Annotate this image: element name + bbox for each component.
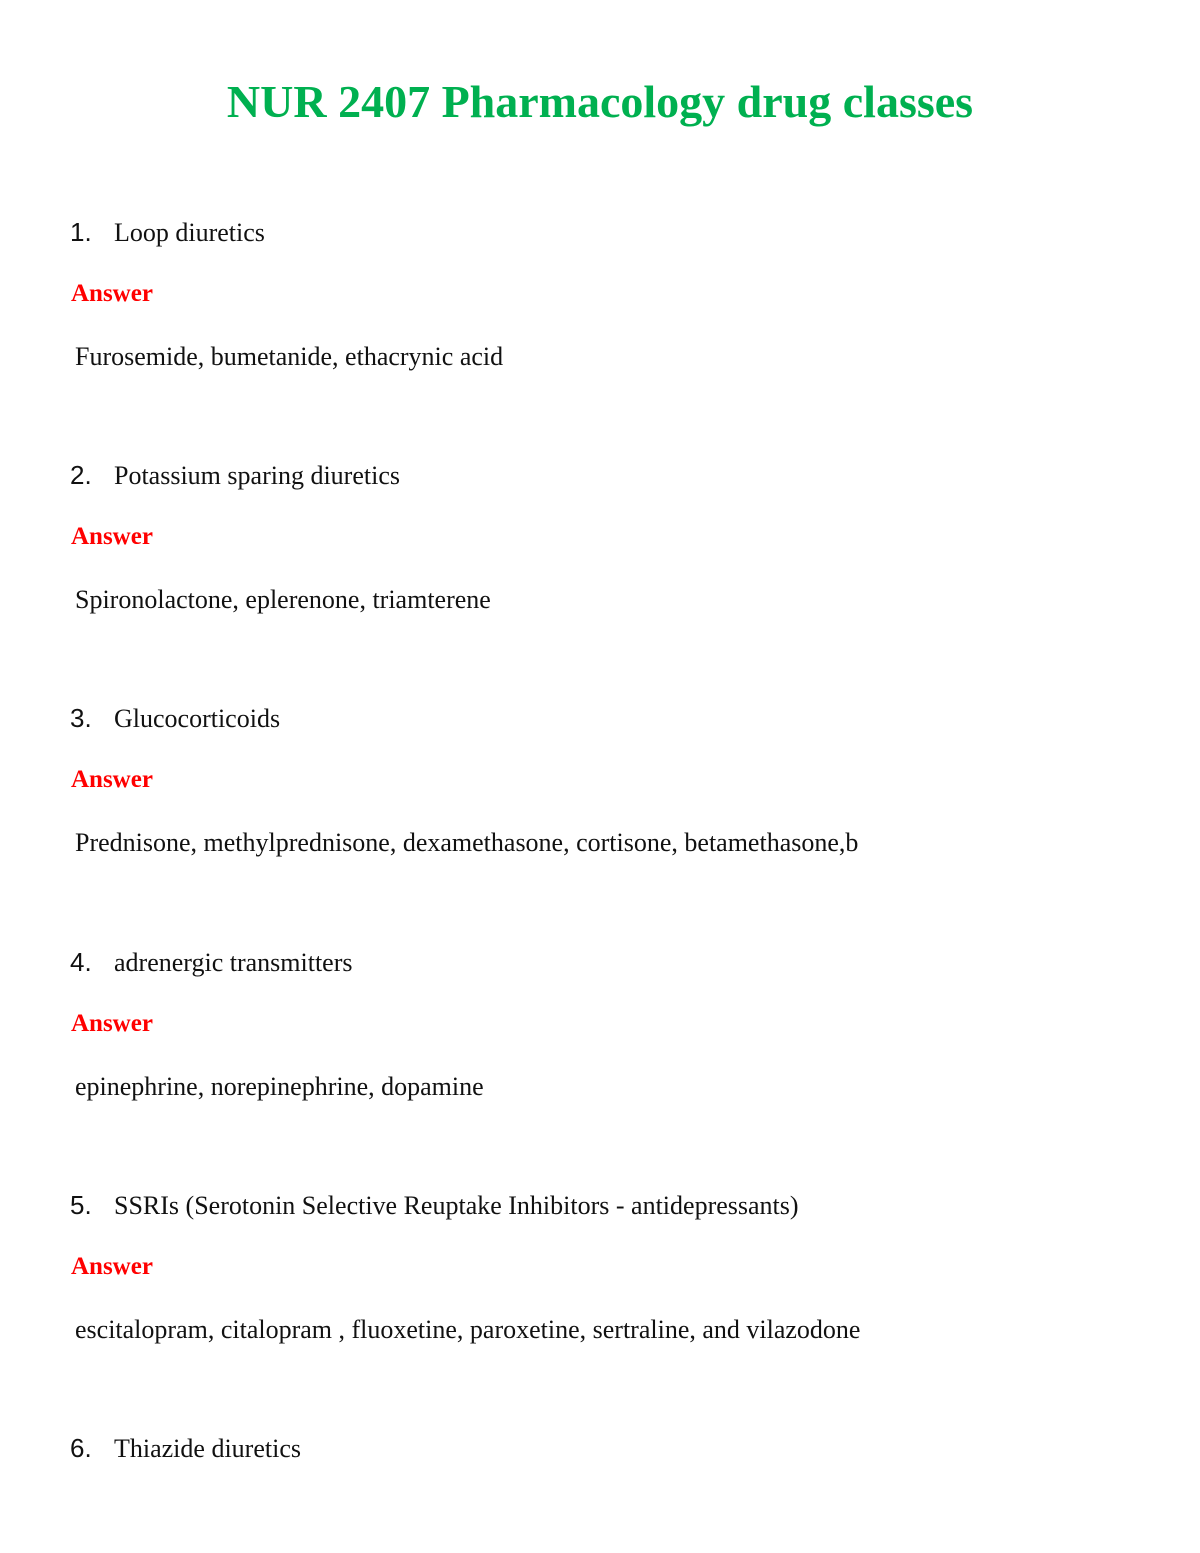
question-text: Loop diuretics xyxy=(114,218,265,247)
answer-text: Furosemide, bumetanide, ethacrynic acid xyxy=(75,342,504,371)
question-number: 4. xyxy=(70,947,92,977)
answer-label: Answer xyxy=(71,523,153,550)
answer-label: Answer xyxy=(71,1010,153,1037)
question-number: 5. xyxy=(70,1190,92,1220)
answer-label: Answer xyxy=(71,280,153,307)
question-line xyxy=(70,701,280,735)
answer-text: Prednisone, methylprednisone, dexamethasone, cortisone, betamethasone,b xyxy=(75,828,859,857)
question-number: 2. xyxy=(70,460,92,490)
question-text: Glucocorticoids xyxy=(114,704,281,733)
question-text: SSRIs (Serotonin Selective Reuptake Inhibitors - antidepressants) xyxy=(114,1191,799,1220)
question-text: Thiazide diuretics xyxy=(114,1434,301,1463)
answer-text: epinephrine, norepinephrine, dopamine xyxy=(75,1072,484,1101)
question-line xyxy=(70,1188,799,1222)
answer-text: escitalopram, citalopram , fluoxetine, paroxetine, sertraline, and vilazodone xyxy=(75,1315,861,1344)
question-line xyxy=(70,458,400,492)
document-title: NUR 2407 Pharmacology drug classes xyxy=(226,76,974,127)
question-line xyxy=(70,215,265,249)
question-line xyxy=(70,1431,301,1465)
answer-label: Answer xyxy=(71,1253,153,1280)
question-number: 3. xyxy=(70,703,92,733)
question-number: 6. xyxy=(70,1433,92,1463)
question-line xyxy=(70,945,352,979)
question-text: adrenergic transmitters xyxy=(114,948,353,977)
question-number: 1. xyxy=(70,217,92,247)
answer-text: Spironolactone, eplerenone, triamterene xyxy=(75,585,491,614)
question-text: Potassium sparing diuretics xyxy=(114,461,400,490)
answer-label: Answer xyxy=(71,766,153,793)
